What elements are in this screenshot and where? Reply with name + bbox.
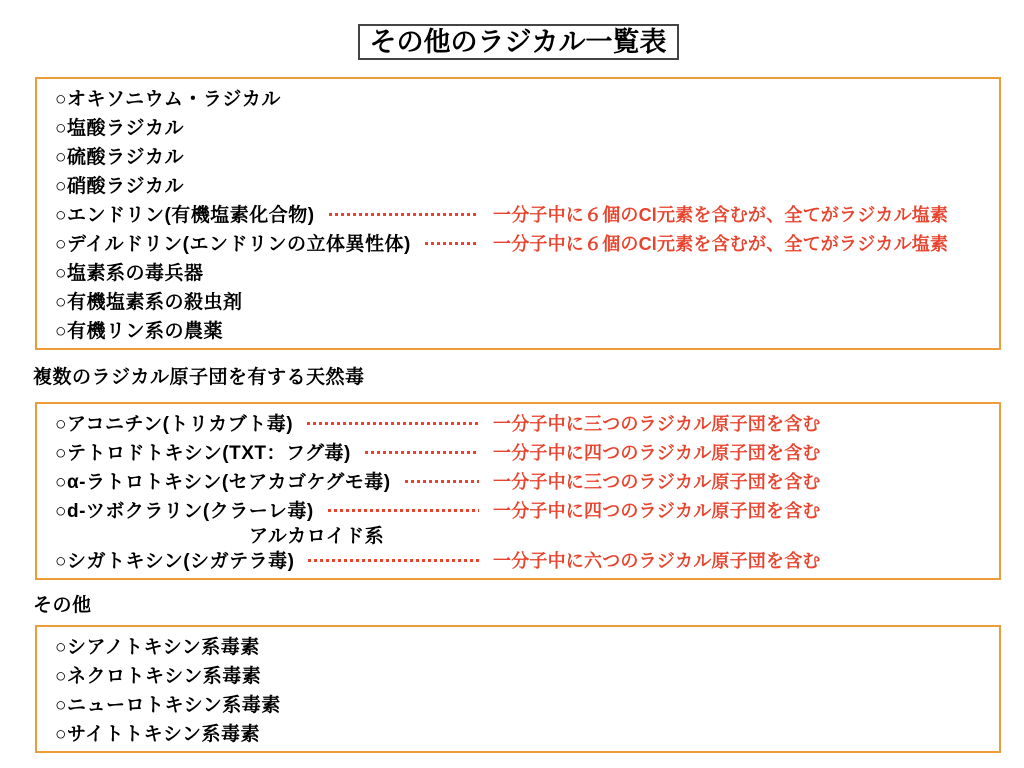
list-item bbox=[55, 545, 993, 574]
radical-list-box bbox=[35, 77, 1001, 350]
list-item bbox=[55, 466, 993, 495]
list-item bbox=[55, 437, 993, 466]
item-annotation: 一分子中に三つのラジカル原子団を含む bbox=[493, 413, 821, 434]
item-label: ○硫酸ラジカル bbox=[55, 147, 184, 168]
item-label: ○デイルドリン(エンドリンの立体異性体) bbox=[55, 234, 411, 255]
item-label: ○テトロドトキシン(TXT：フグ毒) bbox=[55, 443, 351, 464]
item-annotation: 一分子中に六つのラジカル原子団を含む bbox=[493, 550, 821, 571]
item-label: ○塩酸ラジカル bbox=[55, 118, 184, 139]
item-label: ○有機塩素系の殺虫剤 bbox=[55, 292, 243, 313]
list-item bbox=[55, 495, 993, 524]
page-title: その他のラジカル一覧表 bbox=[358, 24, 679, 60]
title-container bbox=[35, 24, 1001, 60]
item-label: ○塩素系の毒兵器 bbox=[55, 263, 204, 284]
list-item bbox=[55, 286, 993, 315]
item-label: ○ニューロトキシン系毒素 bbox=[55, 695, 281, 716]
item-label: ○d-ツボクラリン(クラーレ毒) bbox=[55, 501, 314, 522]
item-label: アルカロイド系 bbox=[249, 526, 385, 547]
item-label: ○シガトキシン(シガテラ毒) bbox=[55, 551, 295, 572]
list-item bbox=[55, 718, 993, 747]
item-annotation: 一分子中に四つのラジカル原子団を含む bbox=[493, 500, 821, 521]
list-item bbox=[55, 660, 993, 689]
item-label: ○硝酸ラジカル bbox=[55, 176, 184, 197]
natural-poisons-box bbox=[35, 402, 1001, 580]
other-toxins-box bbox=[35, 625, 1001, 753]
dotted-connector bbox=[328, 509, 479, 512]
item-label: ○エンドリン(有機塩素化合物) bbox=[55, 205, 315, 226]
section-heading-natural-poisons: 複数のラジカル原子団を有する天然毒 bbox=[33, 367, 365, 388]
list-item bbox=[55, 257, 993, 286]
list-item bbox=[55, 112, 993, 141]
list-item bbox=[55, 228, 993, 257]
item-label: ○サイトトキシン系毒素 bbox=[55, 724, 260, 745]
item-annotation: 一分子中に６個のCl元素を含むが、全てがラジカル塩素 bbox=[493, 204, 949, 225]
item-label: ○シアノトキシン系毒素 bbox=[55, 637, 260, 658]
dotted-connector bbox=[329, 213, 479, 216]
list-item bbox=[55, 141, 993, 170]
list-item bbox=[55, 689, 993, 718]
list-item bbox=[55, 83, 993, 112]
section-heading-others: その他 bbox=[33, 595, 92, 616]
list-item bbox=[55, 408, 993, 437]
item-label: ○オキソニウム・ラジカル bbox=[55, 89, 281, 110]
dotted-connector bbox=[308, 559, 479, 562]
item-annotation: 一分子中に四つのラジカル原子団を含む bbox=[493, 442, 821, 463]
item-label: ○アコニチン(トリカブト毒) bbox=[55, 414, 294, 435]
list-item-alkaloid-note bbox=[55, 524, 993, 545]
dotted-connector bbox=[425, 242, 479, 245]
dotted-connector bbox=[307, 422, 479, 425]
item-label: ○ネクロトキシン系毒素 bbox=[55, 666, 262, 687]
list-item bbox=[55, 631, 993, 660]
dotted-connector bbox=[365, 451, 479, 454]
item-label: ○α-ラトロトキシン(セアカゴケグモ毒) bbox=[55, 472, 391, 493]
list-item bbox=[55, 315, 993, 344]
list-item bbox=[55, 199, 993, 228]
dotted-connector bbox=[405, 480, 479, 483]
item-annotation: 一分子中に６個のCl元素を含むが、全てがラジカル塩素 bbox=[493, 233, 949, 254]
list-item bbox=[55, 170, 993, 199]
item-annotation: 一分子中に三つのラジカル原子団を含む bbox=[493, 471, 821, 492]
item-label: ○有機リン系の農薬 bbox=[55, 321, 223, 342]
